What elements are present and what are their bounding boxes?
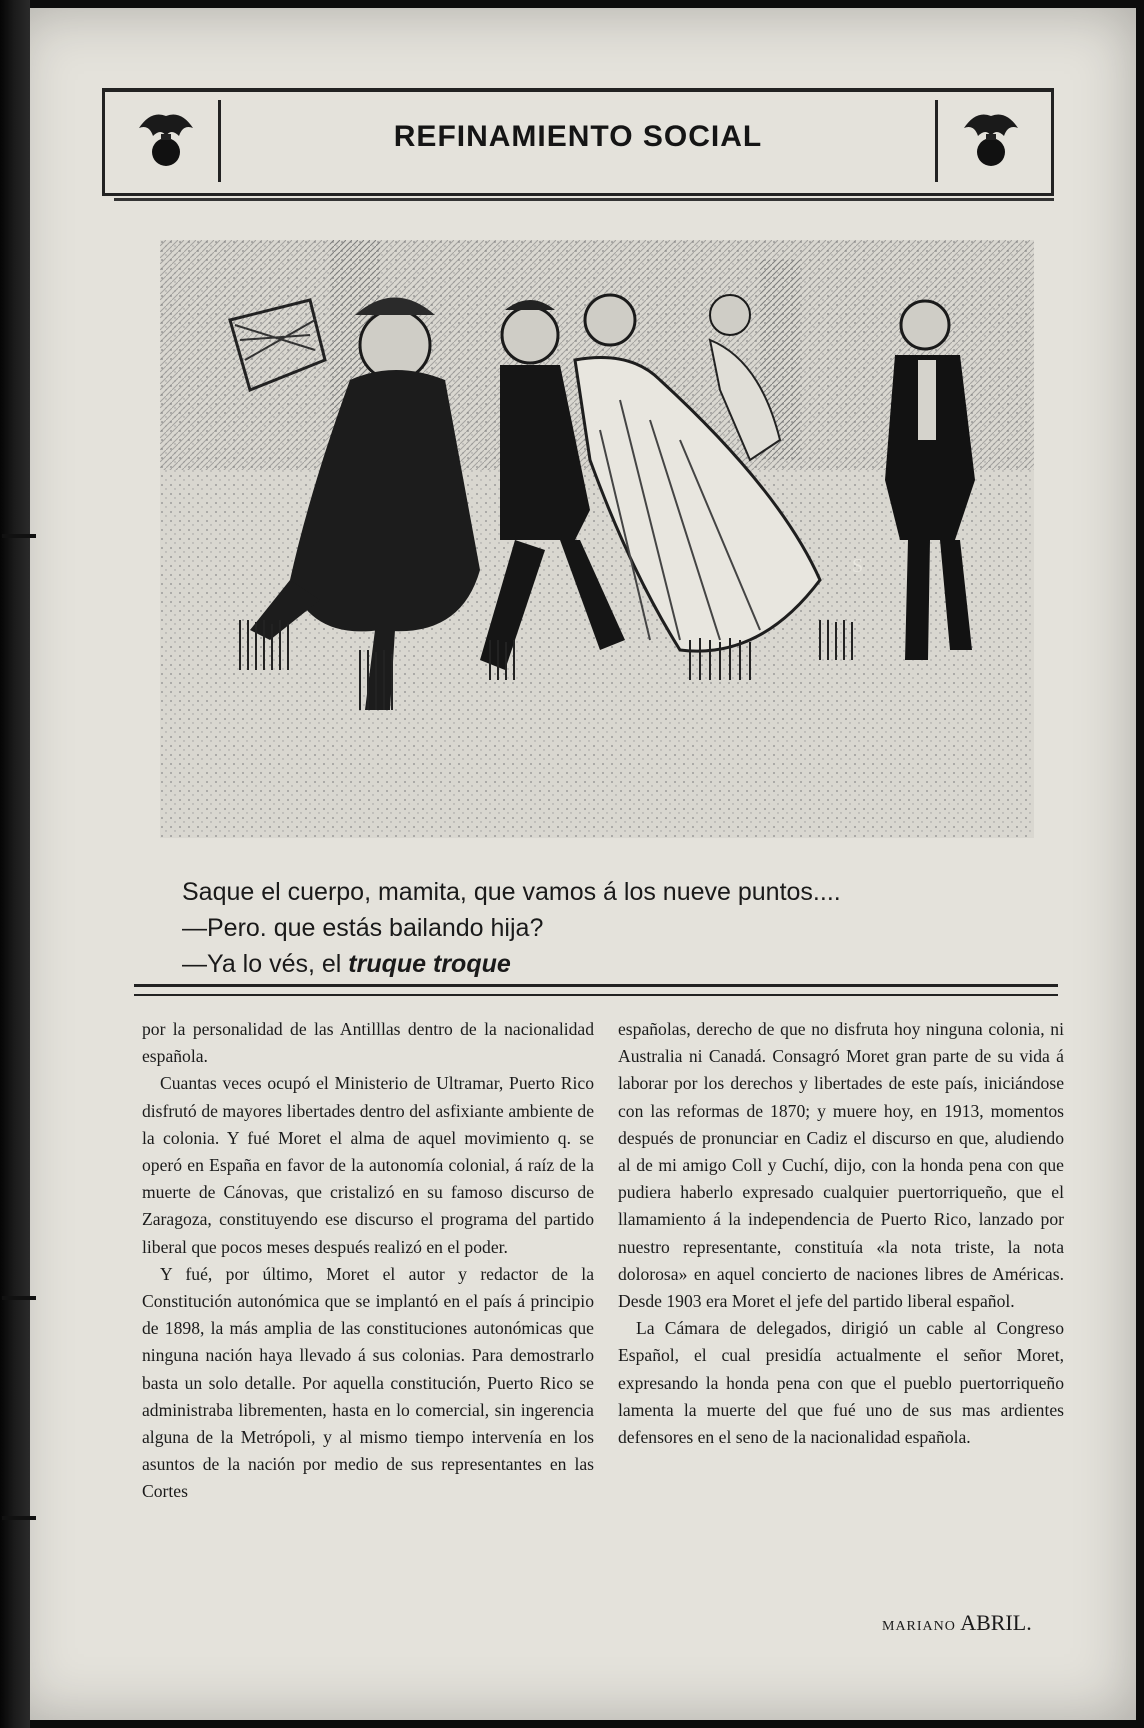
left-paragraph-3: Y fué, por último, Moret el autor y redactor de la Constitución autonómica que se implantó en el país á principio de 1898, la más amplia de las constituciones autonómicas que ninguna nación haya llevado á sus colonias. Para demostrarlo basta un solo detalle. Por aquella constitución, Puerto Rico se administraba librementen, hasta en lo comercial, sin ingerencia alguna de la Metrópoli, y al mismo tiempo intervenía en los asuntos de la nación por medio de sus representantes en las Cortes [142, 1263, 594, 1502]
left-paragraph-2: Cuantas veces ocupó el Ministerio de Ultramar, Puerto Rico disfrutó de mayores libertades dentro del asfixiante ambiente de la colonia. Y fué Moret el alma de aquel movimiento q. se operó en España en favor de la autonomía colonial, á raíz de la muerte de Cánovas, que cristalizó en su famoso discurso de Zaragoza, constituyendo ese discurso el programa del partido liberal que pocos meses después realizó en el poder. [142, 1073, 594, 1257]
book-binding-edge [0, 0, 30, 1728]
caption-line-1: Saque el cuerpo, mamita, que vamos á los nueve puntos.... [182, 878, 841, 906]
author-first-name: MARIANO [882, 1619, 956, 1634]
header-left-cell [113, 100, 221, 182]
header-right-cell [935, 100, 1043, 182]
artist-signature: S [852, 555, 864, 577]
section-header [102, 88, 1054, 196]
right-paragraph-2: La Cámara de delegados, dirigió un cable al Congreso Español, el cual presidía actualmente el señor Moret, expresando la honda pena con que el pueblo puertorriqueño lamenta la muerte del que fué uno de sus mas ardientes defensores en el seno de la nacionalidad española. [618, 1318, 1064, 1448]
cartoon-drawing [160, 240, 1034, 838]
author-signature [882, 1610, 1032, 1636]
magazine-page [12, 8, 1136, 1720]
article-left-column [142, 1016, 594, 1506]
author-last-name: ABRIL. [960, 1610, 1032, 1635]
illustration-caption [182, 874, 1022, 982]
binding-thread-mark [2, 1516, 36, 1520]
right-paragraph-1: españolas, derecho de que no disfruta hoy ninguna colonia, ni Australia ni Canadá. Consagró Moret gran parte de su vida á laborar por los derechos y libertades de este país, iniciándose con las reformas de 1870; y muere hoy, en 1913, momentos después de pronunciar en Cadiz el discurso en que, aludiendo al de mi amigo Coll y Cuchí, dijo, con la honda pena con que pudiera haberlo expresado cualquier puertorriqueño, que el llamamiento á la independencia de Puerto Rico, lanzado por nuestro representante, constituía «la nota triste, la nota dolorosa» en aquel concierto de naciones libres de Américas. Desde 1903 era Moret el jefe del partido liberal español. [618, 1019, 1064, 1312]
caption-line-3 [182, 946, 1022, 982]
page-title: REFINAMIENTO SOCIAL [393, 120, 763, 153]
binding-thread-mark [2, 1296, 36, 1300]
left-paragraph-1: por la personalidad de las Antilllas dentro de la nacionalidad española. [142, 1019, 594, 1067]
double-rule-divider [134, 984, 1058, 996]
thistle-emblem-icon [956, 106, 1026, 176]
caption-emphasis: truque troque [348, 950, 511, 978]
caption-line-3-prefix: —Ya lo vés, el [182, 950, 349, 978]
thistle-emblem-icon [131, 106, 201, 176]
article-right-column [618, 1016, 1064, 1451]
caption-line-2: —Pero. que estás bailando hija? [182, 914, 544, 942]
header-underline [114, 198, 1054, 201]
dance-illustration [160, 240, 1034, 838]
binding-thread-mark [2, 534, 36, 538]
